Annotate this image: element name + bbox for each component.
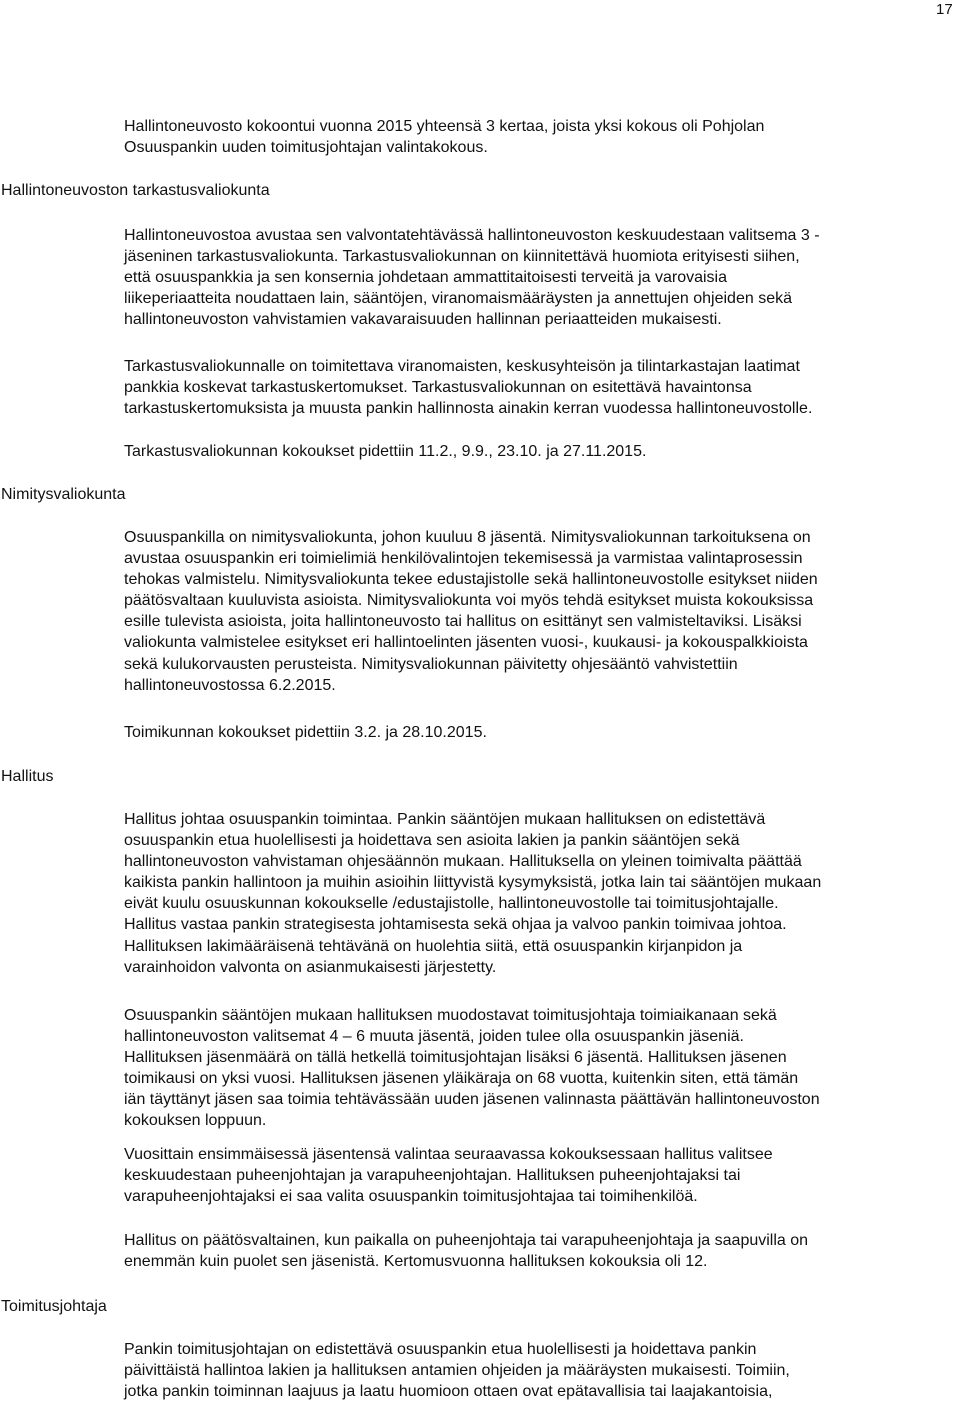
paragraph-board-duties: Hallitus johtaa osuuspankin toimintaa. Pankin sääntöjen mukaan hallituksen on edistettävä osuuspankin etua huolellisesti ja hoidettava sen asioita lakien ja pankin sääntöjen sekä hallintoneuvoston vahvistaman ohjesäännön mukaan. Hallituksella on yleinen toimivalta päättää kaikista pankin hallintoon ja muihin asioihin liittyvistä kysymyksistä, jotka lain tai sääntöjen mukaan eivät kuulu osuuskunnan kokoukselle /edustajistolle, hallintoneuvostolle tai toimitusjohtajalle. Hallitus vastaa pankin strategisesta johtamisesta sekä ohjaa ja valvoo pankin toimivaa johtoa. Hallituksen lakimääräisenä tehtävänä on huolehtia siitä, että osuuspankin kirjanpidon ja varainhoidon valvonta on asianmukaisesti järjestetty. xyxy=(124,811,822,976)
paragraph-nomination-committee-meetings: Toimikunnan kokoukset pidettiin 3.2. ja 28.10.2015. xyxy=(124,724,487,741)
paragraph-nomination-committee-role: Osuuspankilla on nimitysvaliokunta, johon kuuluu 8 jäsentä. Nimitysvaliokunnan tarkoituksena on avustaa osuuspankin eri toimielimiä henkilövalintojen tekemisessä ja varmistaa valintaprosessin tehokas valmistelu. Nimitysvaliokunta tekee edustajistolle sekä hallintoneuvostolle esitykset niiden päätösvaltaan kuuluvista asioista. Nimitysvaliokunta voi myös tehdä esitykset muista kokouksissa esille tulevista asioista, joita hallintoneuvosto tai hallitus on esittänyt sen valmisteltaviksi. Lisäksi valiokunta valmistelee esitykset eri hallintoelinten jäsenten vuosi-, kuukausi- ja kokouspalkkioista sekä kulukorvausten perusteista. Nimitysvaliokunnan päivitetty ohjesääntö vahvistettiin hallintoneuvostossa 6.2.2015. xyxy=(124,529,818,694)
section-heading-nomination-committee: Nimitysvaliokunta xyxy=(1,486,126,503)
section-heading-audit-committee: Hallintoneuvoston tarkastusvaliokunta xyxy=(1,182,270,199)
page-number: 17 xyxy=(936,1,953,18)
section-heading-board: Hallitus xyxy=(1,768,54,785)
paragraph-audit-committee-meetings: Tarkastusvaliokunnan kokoukset pidettiin 11.2., 9.9., 23.10. ja 27.11.2015. xyxy=(124,443,647,460)
section-heading-ceo: Toimitusjohtaja xyxy=(1,1298,107,1315)
paragraph-audit-committee-reports: Tarkastusvaliokunnalle on toimitettava viranomaisten, keskusyhteisön ja tilintarkastajan laatimat pankkia koskevat tarkastuskertomukset. Tarkastusvaliokunnan on esitettävä havaintonsa tarkastuskertomuksista ja muusta pankin hallinnosta ainakin kerran vuodessa hallintoneuvostolle. xyxy=(124,358,813,418)
paragraph-board-chair: Vuosittain ensimmäisessä jäsentensä valintaa seuraavassa kokouksessaan hallitus valitsee keskuudestaan puheenjohtajan ja varapuheenjohtajan. Hallituksen puheenjohtajaksi tai varapuheenjohtajaksi ei saa valita osuuspankin toimitusjohtajaa tai toimihenkilöä. xyxy=(124,1146,773,1206)
paragraph-board-quorum: Hallitus on päätösvaltainen, kun paikalla on puheenjohtaja tai varapuheenjohtaja ja saapuvilla on enemmän kuin puolet sen jäsenistä. Kertomusvuonna hallituksen kokouksia oli 12. xyxy=(124,1232,809,1271)
paragraph-audit-committee-role: Hallintoneuvostoa avustaa sen valvontatehtävässä hallintoneuvoston keskuudestaan valitsema 3 - jäseninen tarkastusvaliokunta. Tarkastusvaliokunnan on kiinnitettävä huomiota erityisesti siihen, että osuuspankkia ja sen konsernia johdetaan ammattitaitoisesti terveitä ja varovaisia liikeperiaatteita noudattaen lain, sääntöjen, viranomaismääräysten ja annettujen ohjeiden sekä hallintoneuvoston vahvistamien vakavaraisuuden hallinnan periaatteiden mukaisesti. xyxy=(124,227,820,329)
paragraph-hallintoneuvosto-meetings: Hallintoneuvosto kokoontui vuonna 2015 yhteensä 3 kertaa, joista yksi kokous oli Pohjolan Osuuspankin uuden toimitusjohtajan valintakokous. xyxy=(124,118,765,157)
paragraph-board-composition: Osuuspankin sääntöjen mukaan hallituksen muodostavat toimitusjohtaja toimiaikanaan sekä hallintoneuvoston valitsemat 4 – 6 muuta jäsentä, joiden tulee olla osuuspankin jäseniä. Hallituksen jäsenmäärä on tällä hetkellä toimitusjohtajan lisäksi 6 jäsentä. Hallituksen jäsenen toimikausi on yksi vuosi. Hallituksen jäsenen yläikäraja on 68 vuotta, kuitenkin siten, että tämän iän täyttänyt jäsen saa toimia tehtävässään uuden jäsenen valinnasta päättävän hallintoneuvoston kokouksen loppuun. xyxy=(124,1007,820,1130)
paragraph-ceo-duties: Pankin toimitusjohtajan on edistettävä osuuspankin etua huolellisesti ja hoidettava pankin päivittäistä hallintoa lakien ja hallituksen antamien ohjeiden ja määräysten mukaisesti. Toimiin, jotka pankin toiminnan laajuus ja laatu huomioon ottaen ovat epätavallisia tai laajakantoisia, xyxy=(124,1341,790,1401)
